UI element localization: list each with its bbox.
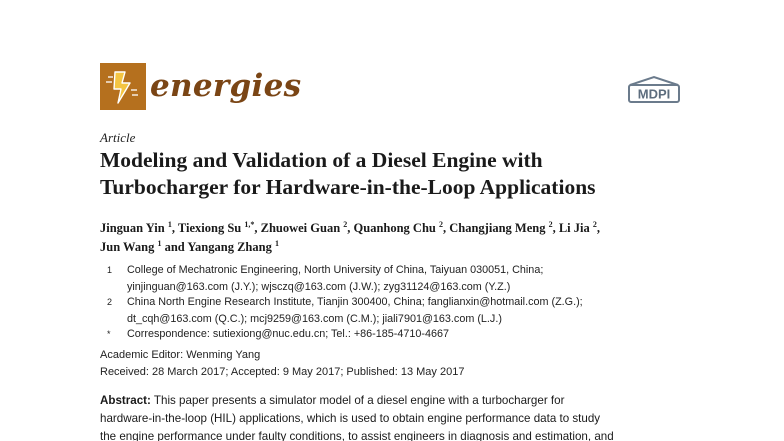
title-line: Turbocharger for Hardware-in-the-Loop Applications (100, 175, 596, 199)
author-name: Quanhong Chu (353, 221, 436, 235)
author-list (100, 219, 740, 257)
abstract-line: the engine performance under faulty conditions, to assist engineers in diagnosis and estimation, and (100, 430, 614, 441)
author-name: Li Jia (558, 221, 590, 235)
author-name: Tiexiong Su (177, 221, 242, 235)
abstract (100, 392, 684, 441)
paper-title (100, 147, 740, 201)
article-type: Article (100, 130, 136, 145)
affiliation-mark: 2 (107, 297, 113, 307)
authors-and: and (164, 240, 185, 254)
affiliation-mark: * (107, 329, 111, 339)
author-line-1: Jinguan Yin $^1$, Tiexiong Su $^{1,*}$, Zhuowei Guan $^2$, Quanhong Chu $^2$, Changjiang Meng $^2$, Li Jia $^2$, (100, 219, 600, 235)
author-name: Jinguan Yin (100, 221, 165, 235)
abstract-line: hardware-in-the-loop (HIL) applications, which is used to obtain engine performance data to study (100, 412, 601, 425)
mdpi-logo-icon (626, 74, 682, 106)
abstract-label: Abstract: (100, 394, 151, 407)
correspondence-line: Correspondence: sutiexiong@nuc.edu.cn; Tel.: +86-185-4710-4667 (127, 328, 449, 340)
mdpi-logo (626, 74, 682, 106)
author-affil-mark: 2 (439, 219, 443, 229)
author-name: Jun Wang (100, 240, 155, 254)
lightning-bolt-icon (100, 63, 146, 110)
author-name: Yangang Zhang (187, 240, 272, 254)
author-affil-mark: 1 (274, 238, 279, 248)
affiliation-line: yinjinguan@163.com (J.Y.); wjsczq@163.com (J.W.); zyg31124@163.com (Y.Z.) (127, 280, 511, 293)
author-affil-mark: 2 (548, 219, 553, 229)
affiliation-mark: 1 (107, 265, 113, 275)
author-affil-mark: 2 (343, 219, 348, 229)
author-affil-mark: 1 (157, 238, 162, 248)
mdpi-logo-text: MDPI (637, 86, 671, 102)
journal-name: energies (150, 68, 302, 104)
author-name: Changjiang Meng (449, 221, 546, 235)
author-name: Zhuowei Guan (260, 221, 341, 235)
publication-dates: Received: 28 March 2017; Accepted: 9 May 2017; Published: 13 May 2017 (100, 366, 465, 378)
affiliation-line: College of Mechatronic Engineering, North University of China, Taiyuan 030051, China; (127, 264, 544, 276)
abstract-line: Abstract: This paper presents a simulator model of a diesel engine with a turbocharger for (100, 394, 565, 407)
academic-editor: Academic Editor: Wenming Yang (100, 349, 261, 361)
title-line: Modeling and Validation of a Diesel Engine with (100, 148, 543, 172)
author-line-2 (100, 238, 740, 257)
affiliation-line: China North Engine Research Institute, Tianjin 300400, China; fanglianxin@hotmail.com (Z.G.); (127, 296, 583, 308)
author-affil-mark: 2 (592, 219, 597, 229)
journal-logo (100, 63, 146, 110)
author-affil-mark: 1 (167, 219, 172, 229)
affiliation-line: dt_cqh@163.com (Q.C.); mcj9259@163.com (C.M.); jiali7901@163.com (L.J.) (127, 312, 502, 325)
author-affil-mark: 1,* (244, 219, 255, 229)
